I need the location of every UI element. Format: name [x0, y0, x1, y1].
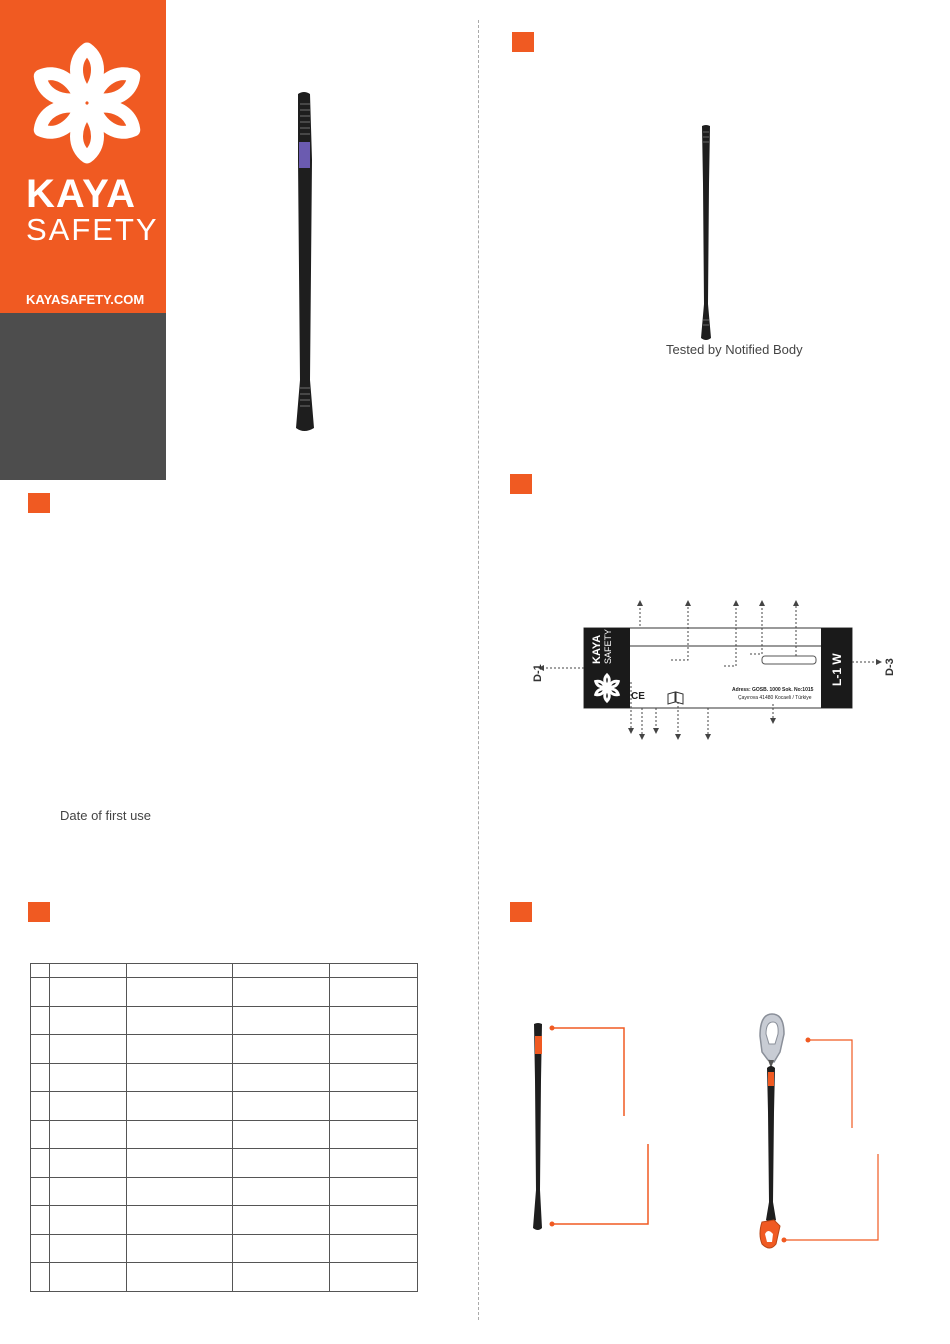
section-marker [28, 493, 50, 513]
brand-panel [0, 0, 166, 313]
fold-divider [478, 20, 479, 1320]
brand-name-line2: SAFETY [26, 212, 159, 247]
kaya-star-logo-icon [22, 38, 152, 168]
label-brand-line2: SAFETY [603, 628, 613, 664]
lanyard-with-hooks-image [746, 1012, 886, 1262]
inspection-record-table [30, 963, 418, 1292]
section-marker [512, 32, 534, 52]
section-marker [510, 474, 532, 494]
section-marker [28, 902, 50, 922]
dimension-left: D-1 [532, 664, 544, 682]
brand-name-line1: KAYA [26, 172, 136, 216]
lanyard-product-image [290, 90, 320, 435]
brand-website[interactable]: KAYASAFETY.COM [26, 292, 145, 307]
label-brand-line1: KAYA [591, 634, 603, 664]
label-model: L-1 W [830, 653, 844, 686]
lanyard-small-image [696, 124, 716, 344]
lanyard-callout-diagram [528, 1020, 658, 1240]
label-address-line2: Çayırova 41480 Kocaeli / Türkiye [738, 695, 812, 701]
label-dimension-lines [528, 598, 900, 746]
ce-mark: CE [631, 691, 645, 702]
dimension-right: D-3 [884, 658, 896, 676]
tested-by-notified-body: Tested by Notified Body [666, 342, 803, 357]
grey-panel [0, 313, 166, 480]
label-address-line1: Adress: GOSB. 1000 Sok. No:1015 [732, 687, 814, 693]
section-marker [510, 902, 532, 922]
product-label-diagram [528, 598, 900, 746]
first-use-label: Date of first use [60, 808, 152, 823]
